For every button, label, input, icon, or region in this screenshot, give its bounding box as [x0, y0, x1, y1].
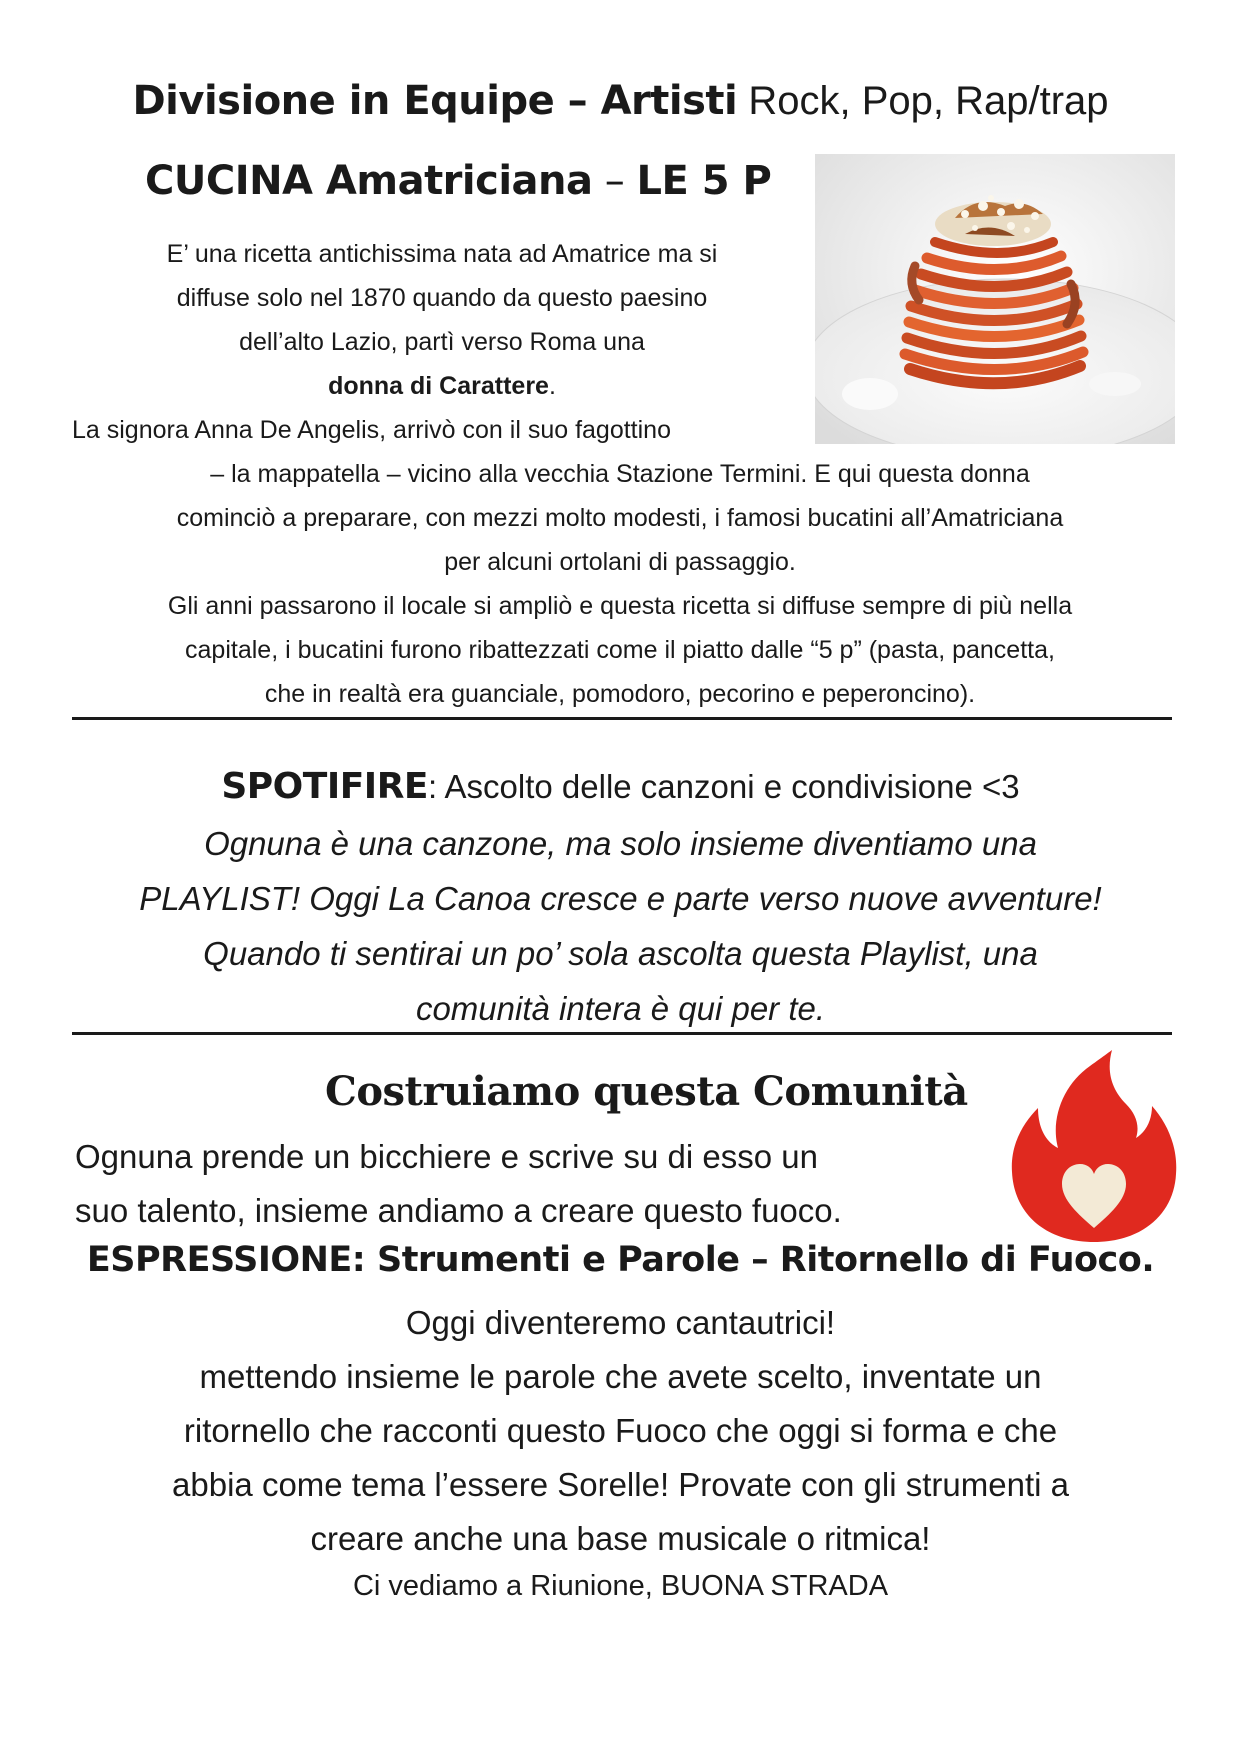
recipe-line-period: . — [548, 372, 556, 400]
quote-line: comunità intera è qui per te. — [415, 990, 826, 1027]
song-instructions — [60, 1296, 1181, 1566]
header-title: Divisione in Equipe – Artisti — [132, 78, 738, 124]
recipe-line: Gli anni passarono il locale si ampliò e questa ricetta si diffuse sempre di più nella — [167, 592, 1073, 620]
cucina-title-main: CUCINA Amatriciana — [145, 158, 593, 204]
recipe-line-emphasis — [72, 364, 812, 408]
section-divider — [72, 717, 1172, 720]
spotifire-quote — [60, 816, 1181, 1036]
flame-icon — [1008, 1046, 1180, 1246]
song-line: creare anche una base musicale o ritmica! — [310, 1520, 931, 1557]
recipe-line: capitale, i bucatini furono ribattezzati come il piatto dalle “5 p” (pasta, pancetta, — [185, 636, 1055, 664]
song-line: Oggi diventeremo cantautrici! — [405, 1304, 836, 1341]
recipe-intro — [72, 232, 812, 452]
cucina-title — [145, 158, 771, 204]
recipe-line: cominciò a preparare, con mezzi molto modesti, i famosi bucatini all’Amatriciana — [176, 504, 1064, 532]
song-line: mettendo insieme le parole che avete scelto, inventate un — [199, 1358, 1042, 1395]
recipe-story — [60, 452, 1180, 716]
quote-line: Ognuna è una canzone, ma solo insieme diventiamo una — [204, 825, 1037, 862]
recipe-line: che in realtà era guanciale, pomodoro, pecorino e peperoncino). — [264, 680, 976, 708]
spotifire-heading — [60, 758, 1181, 816]
community-title: Costruiamo questa Comunità — [325, 1068, 968, 1115]
recipe-line: E’ una ricetta antichissima nata ad Amatrice ma si — [166, 240, 718, 268]
header-genres: Rock, Pop, Rap/trap — [737, 79, 1109, 123]
cucina-title-end: LE 5 P — [636, 158, 772, 204]
donna-di-carattere: donna di Carattere — [328, 372, 549, 400]
quote-line: PLAYLIST! Oggi La Canoa cresce e parte verso nuove avventure! — [139, 880, 1102, 917]
flame-heart-icon — [1008, 1046, 1180, 1246]
espressione-title: ESPRESSIONE: Strumenti e Parole – Ritornello di Fuoco. — [86, 1240, 1155, 1280]
spotifire-section — [60, 758, 1181, 1036]
page-header — [0, 78, 1241, 124]
community-line: Ognuna prende un bicchiere e scrive su di esso un — [75, 1138, 818, 1175]
community-body — [75, 1130, 842, 1238]
closing-line: Ci vediamo a Riunione, BUONA STRADA — [352, 1570, 889, 1602]
song-line: abbia come tema l’essere Sorelle! Provate con gli strumenti a — [172, 1466, 1069, 1503]
recipe-line: La signora Anna De Angelis, arrivò con il suo fagottino — [72, 416, 671, 444]
community-line: suo talento, insieme andiamo a creare questo fuoco. — [75, 1192, 842, 1229]
recipe-line: per alcuni ortolani di passaggio. — [444, 548, 796, 576]
spotifire-title: SPOTIFIRE — [221, 766, 429, 807]
song-line: ritornello che racconti questo Fuoco che oggi si forma e che — [183, 1412, 1058, 1449]
recipe-line: – la mappatella – vicino alla vecchia Stazione Termini. E qui questa donna — [210, 460, 1030, 488]
spotifire-subtitle: : Ascolto delle canzoni e condivisione <3 — [428, 768, 1020, 805]
recipe-line: diffuse solo nel 1870 quando da questo paesino — [176, 284, 708, 312]
amatriciana-photo — [815, 154, 1175, 444]
quote-line: Quando ti sentirai un po’ sola ascolta questa Playlist, una — [203, 935, 1038, 972]
section-divider — [72, 1032, 1172, 1035]
cucina-title-separator: – — [592, 158, 637, 204]
amatriciana-image — [815, 154, 1175, 444]
recipe-line: dell’alto Lazio, partì verso Roma una — [239, 328, 645, 356]
